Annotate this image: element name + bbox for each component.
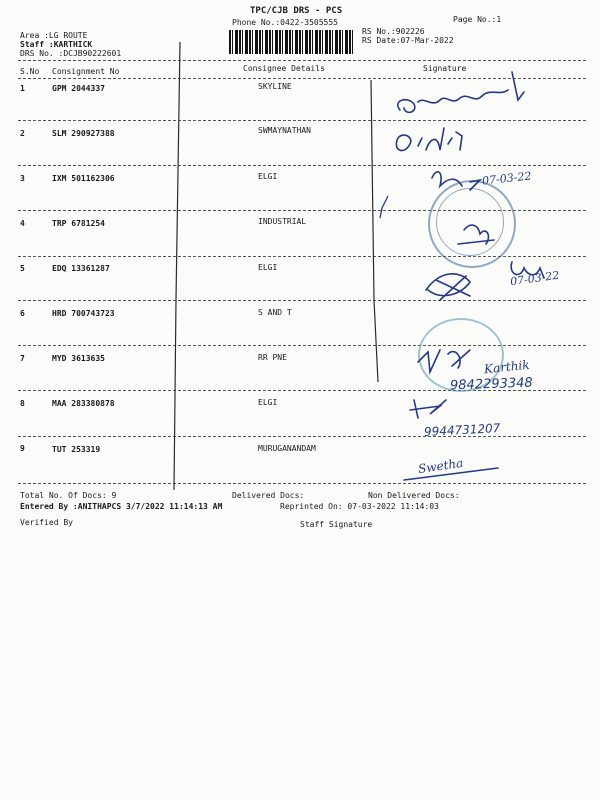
- row-consignee: ELGI: [258, 263, 278, 272]
- row-consignee: MURUGANANDAM: [258, 444, 316, 453]
- staff-label: Staff :KARTHICK: [20, 40, 93, 49]
- entered-by: Entered By :ANITHAPCS 3/7/2022 11:14:13 AM: [20, 502, 223, 511]
- row-consignment-no: TUT 253319: [52, 445, 101, 454]
- drs-number: DRS No. :DCJB90222601: [20, 49, 122, 58]
- row-consignee: ELGI: [258, 398, 278, 407]
- row-consignment-no: IXM 501162306: [52, 174, 115, 183]
- verified-by: Verified By: [20, 518, 73, 527]
- row-consignee: ELGI: [258, 172, 278, 181]
- handwritten-phone: 9842293348: [449, 375, 533, 394]
- rs-number: RS No.:902226: [362, 27, 425, 36]
- row-sno: 9: [20, 444, 25, 453]
- handwritten-signature: Swetha: [417, 455, 465, 477]
- row-sno: 5: [20, 264, 25, 273]
- handwritten-date: 07-03-22: [481, 169, 532, 188]
- col-header-consignee: Consignee Details: [243, 64, 325, 73]
- total-docs: Total No. Of Docs: 9: [20, 491, 117, 500]
- delivered-docs: Delivered Docs:: [232, 491, 305, 500]
- row-consignment-no: MAA 283380878: [52, 399, 115, 408]
- row-consignment-no: EDQ 13361287: [52, 264, 110, 273]
- col-header-consignment: Consignment No: [52, 67, 120, 76]
- row-consignee: S AND T: [258, 308, 292, 317]
- row-sno: 8: [20, 399, 25, 408]
- handwritten-date: 07-03-22: [509, 268, 561, 289]
- phone-number: Phone No.:0422-3505555: [232, 18, 338, 27]
- row-consignment-no: MYD 3613635: [52, 354, 105, 363]
- row-consignee: RR PNE: [258, 353, 287, 362]
- row-sno: 2: [20, 129, 25, 138]
- row-consignment-no: HRD 700743723: [52, 309, 115, 318]
- rs-date: RS Date:07-Mar-2022: [362, 36, 454, 45]
- row-consignee: SWMAYNATHAN: [258, 126, 311, 135]
- row-consignment-no: GPM 2044337: [52, 84, 105, 93]
- col-header-signature: Signature: [423, 64, 467, 73]
- row-consignee: SKYLINE: [258, 82, 292, 91]
- row-sno: 1: [20, 84, 25, 93]
- col-header-sno: S.No: [20, 67, 40, 76]
- staff-signature-label: Staff Signature: [300, 520, 373, 529]
- area-label: Area :LG ROUTE: [20, 31, 88, 40]
- row-sno: 6: [20, 309, 25, 318]
- reprinted-on: Reprinted On: 07-03-2022 11:14:03: [280, 502, 439, 511]
- handwritten-phone: 9944731207: [423, 421, 501, 439]
- row-consignment-no: SLM 290927388: [52, 129, 115, 138]
- row-sno: 3: [20, 174, 25, 183]
- row-consignment-no: TRP 6781254: [52, 219, 105, 228]
- row-consignee: INDUSTRIAL: [258, 217, 307, 226]
- non-delivered-docs: Non Delivered Docs:: [368, 491, 460, 500]
- handwritten-name: Karthik: [483, 357, 531, 377]
- page-number: Page No.:1: [453, 15, 502, 24]
- row-sno: 7: [20, 354, 25, 363]
- report-title: TPC/CJB DRS - PCS: [250, 6, 343, 16]
- row-sno: 4: [20, 219, 25, 228]
